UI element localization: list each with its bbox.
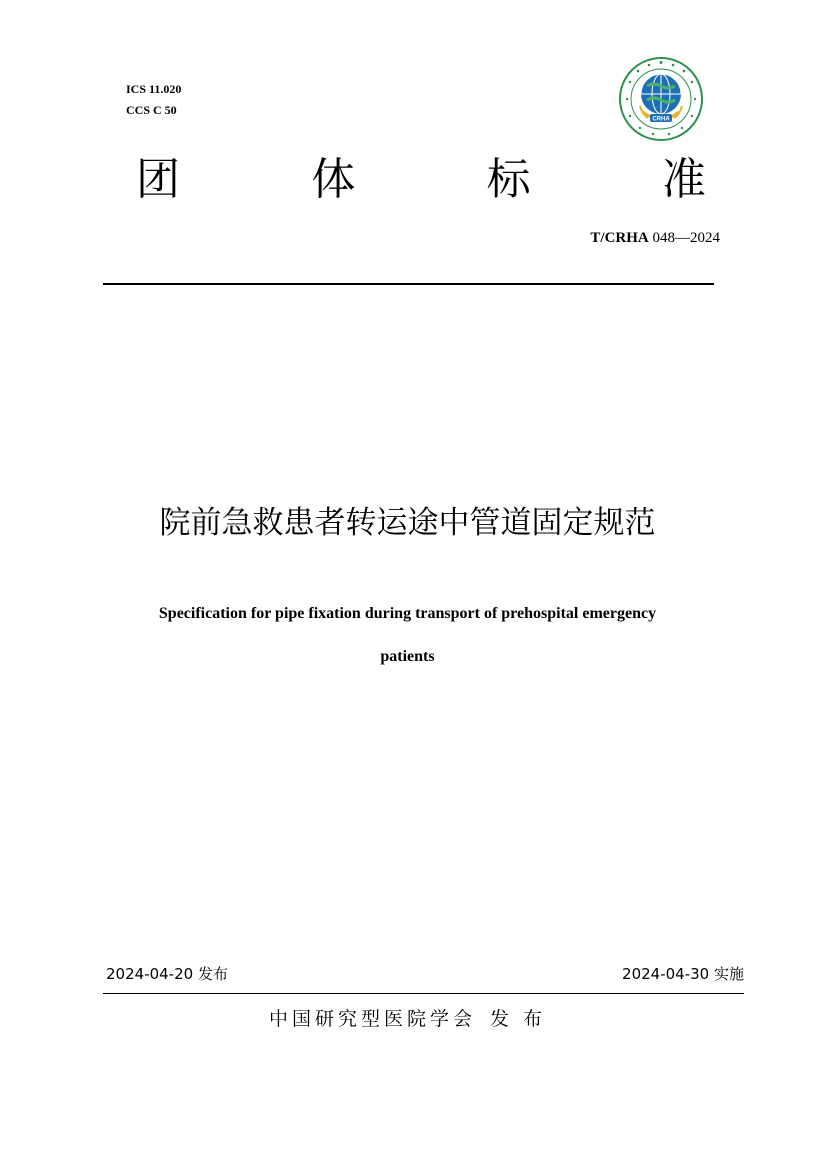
publisher-org: 中国研究型医院学会 bbox=[268, 1008, 476, 1030]
logo-center-text: CRHA bbox=[652, 116, 670, 123]
document-title-en-line2: patients bbox=[380, 648, 435, 665]
ics-code: ICS 11.020 bbox=[126, 82, 182, 96]
crha-logo bbox=[618, 56, 704, 142]
issue-date: 2024-04-20 发布 bbox=[106, 965, 228, 983]
document-title-en bbox=[60, 592, 755, 678]
footer-divider bbox=[103, 993, 744, 994]
publisher-action: 发 布 bbox=[489, 1008, 547, 1030]
standard-code-prefix: T/CRHA bbox=[590, 230, 649, 246]
standard-code-number: 048—2024 bbox=[648, 230, 720, 246]
classification-codes bbox=[126, 79, 181, 121]
standard-type-char: 准 bbox=[661, 154, 706, 205]
implementation-date: 2024-04-30 实施 bbox=[622, 965, 744, 983]
crha-logo-emblem bbox=[618, 56, 704, 142]
standard-code bbox=[590, 230, 720, 247]
standard-type-char: 团 bbox=[136, 154, 180, 205]
standard-type-char: 标 bbox=[486, 154, 531, 205]
publisher-line bbox=[0, 1004, 815, 1031]
document-title-en-line1: Specification for pipe fixation during transport of prehospital emergency bbox=[158, 605, 657, 622]
standard-type-heading bbox=[136, 150, 706, 210]
header-divider bbox=[103, 283, 714, 285]
ccs-code: CCS C 50 bbox=[126, 103, 177, 117]
document-title-zh: 院前急救患者转运途中管道固定规范 bbox=[159, 505, 656, 541]
standard-type-char: 体 bbox=[311, 154, 356, 205]
